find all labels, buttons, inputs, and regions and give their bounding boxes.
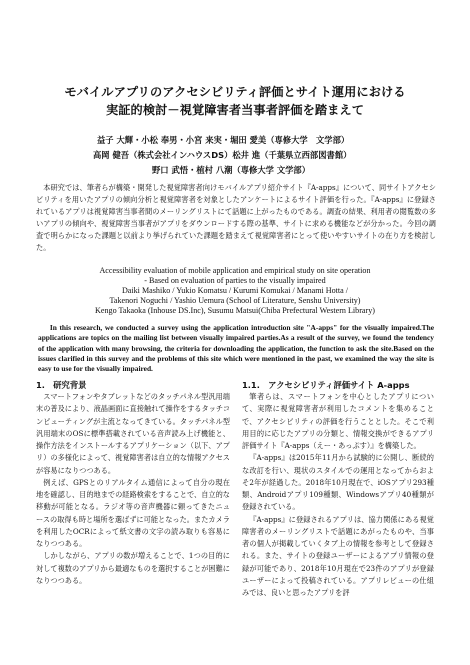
section-heading-a-apps: 1.1. アクセシビリティ評価サイト A-apps <box>242 380 410 390</box>
english-title-line2: - Based on evaluation of parties to the visually impaired <box>144 276 326 285</box>
body-paragraph: 例えば、GPSとのリアルタイム通信によって自分の現在地を確認し、目的地までの経路検索をすることで、自立的な移動が可能となる。ラジオ等の音声機器に頼ってきたニュースの取得も時と場所を選ばずに可能となった。またカメラを利用したOCRによって紙文書の文字の読み取りも容易になりつつある。 <box>36 477 230 548</box>
abstract-japanese: 本研究では、筆者らが構築・開発した視覚障害者向けモバイルアプリ紹介サイト『A-apps』について、同サイトアクセシビリティを用いたアプリの傾向分析と視覚障害者を対象としたアンケートによるサイト評価を行った。『A-apps』に登録されているアプリは視覚障害当事者間のメーリングリストにて話題に上がったものである。調査の結果、利用者の閲覧数の多いアプリの傾向や、視覚障害当事者がアプリをダウンロードする際の基準、サイトに求める機能などが分かった。今回の調査で明らかになった課題と以前より挙げられていた課題を踏まえて視覚障害者にとって使いやすいサイトの在り方を検討した。 <box>36 183 436 252</box>
paper-title-line1: モバイルアプリのアクセシビリティ評価とサイト運用における <box>64 85 406 99</box>
english-authors-line1: Daiki Mashiko / Yukio Komatsu / Kurumi Komukai / Manami Hotta / <box>121 286 349 295</box>
author-line-2: 高岡 健吾（株式会社インハウスDS）松井 進（千葉県立西部図書館） <box>93 150 352 160</box>
paper-title-line2: 実証的検討－視覚障害者当事者評価を踏まえて <box>105 103 365 117</box>
english-title-line1: Accessibility evaluation of mobile application and empirical study on site operation <box>99 266 371 275</box>
author-line-1: 益子 大輝・小松 奉男・小宮 来実・堀田 愛美（専修大学 文学部） <box>97 135 350 145</box>
body-paragraph: 『A-apps』に登録されるアプリは、協力関係にある視覚障害者のメーリングリストで話題にあがったものや、当事者の個人が掲載していくタブ上の情報を参考として登録される。また、サイトの登録ユーザーによるアプリ情報の登録が可能であり、2018年10月現在で23件のアプリが登録ユーザーによって投稿されている。アプリレビューの仕組みでは、良いと思ったアプリを評 <box>242 514 434 597</box>
section-body-a-apps <box>242 391 434 599</box>
body-paragraph: しかしながら、アプリの数が増えることで、1つの目的に対して複数のアプリから最適なものを選択することが困難になりつつある。 <box>36 551 230 585</box>
body-paragraph: 『A-apps』は2015年11月から試験的に公開し、断続的な改訂を行い、現状のスタイルでの運用となってからおよそ2年が経過した。2018年10月現在で、iOSアプリ293種類、Androidアプリ109種類、Windowsアプリ40種類が登録されている。 <box>242 453 434 512</box>
english-authors-line2: Takenori Noguchi / Yashio Uemura (School of Literature, Senshu University) <box>109 296 361 305</box>
body-paragraph: スマートフォンやタブレットなどのタッチパネル型汎用端末の普及により、液晶画面に直接触れて操作をするタッチコンピューティングが主流となってきている。タッチパネル型汎用端末のOSに標準搭載されている音声読み上げ機能と、操作方法をインストールするアプリケーション（以下、アプリ）の多様化によって、視覚障害者は自立的な情報アクセスが容易になりつつある。 <box>36 392 230 475</box>
section-body-research-background <box>36 391 230 587</box>
section-heading-research-background: 1. 研究背景 <box>36 380 87 390</box>
english-abstract: In this research, we conducted a survey using the application introduction site "A-apps" for the visually impaired.The applications are topics on the mailing list between visually impaired parties.As a result of the survey, we found the tendency of the application with many browsing, the criteria for downloading the application, the function to ask the site.Based on the issues clarified in this survey and the problems of this site which were mentioned in the past, we examined the way the site is easy to use for the visually impaired. <box>38 323 434 374</box>
english-authors-line3: Kengo Takaoka (Inhouse DS.Inc), Susumu Matsui(Chiba Prefectural Western Library) <box>95 306 375 315</box>
author-line-3: 野口 武悟・植村 八潮（専修大学 文学部） <box>152 165 311 175</box>
body-paragraph: 筆者らは、スマートフォンを中心としたアプリについて、実際に視覚障害者が利用したコメントを集めることで、アクセシビリティの評価を行うこととした。そこで利用目的に応じたアプリの分類と、情報交換ができるアプリ評価サイト『A-apps（えー・あっぷす）』を構築した。 <box>242 392 434 450</box>
